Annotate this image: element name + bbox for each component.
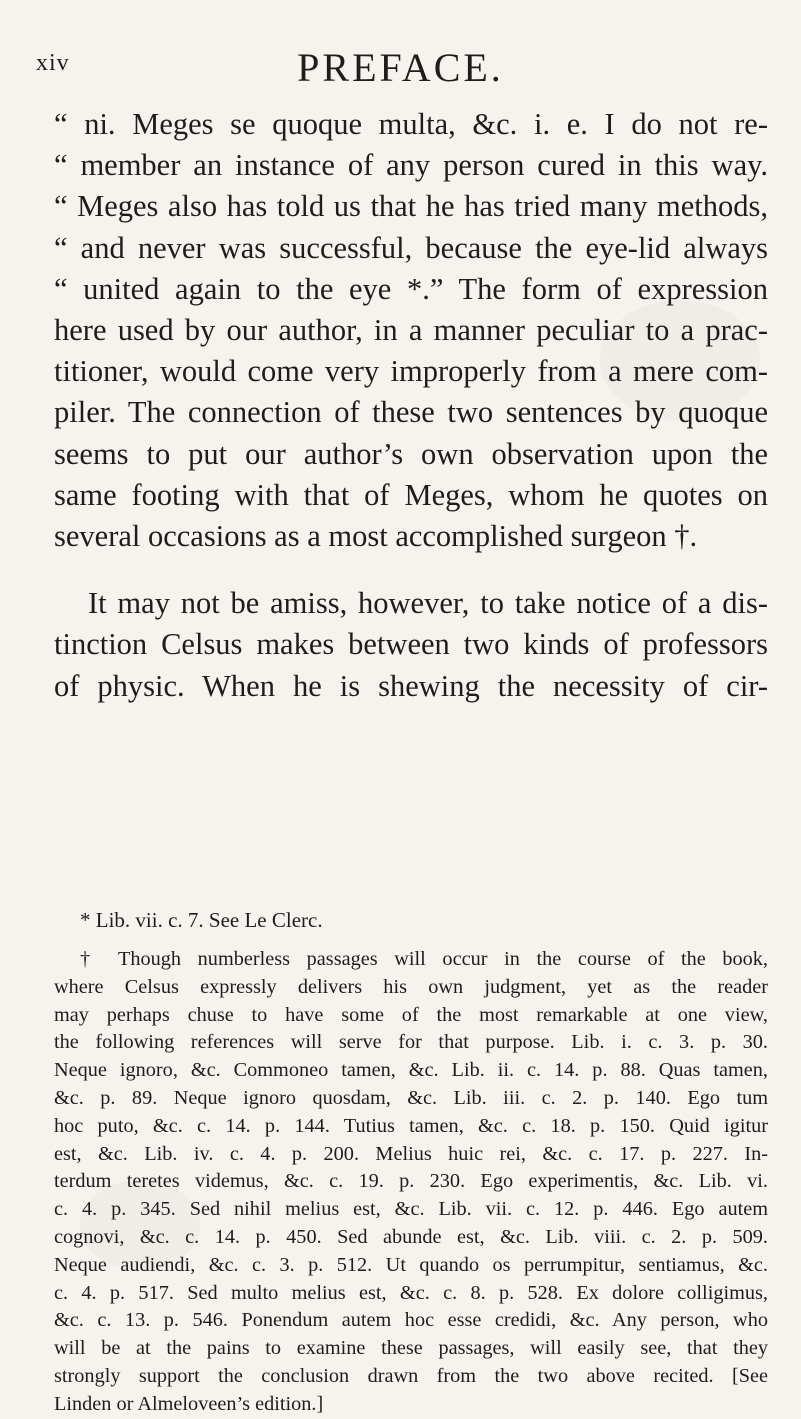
footnote-line: the following references will serve for that purpose. Lib. i. c. 3. p. 30. [54,1031,768,1054]
paragraph-2 [54,583,768,707]
footnote-line: Neque audiendi, &c. c. 3. p. 512. Ut quando os perrumpitur, sentiamus, &c. [54,1253,768,1276]
text-line: “ Meges also has told us that he has tried many methods, [54,189,768,224]
text-line: “ member an instance of any person cured in this way. [54,148,768,183]
text-line: of physic. When he is shewing the necessity of cir- [54,668,768,703]
text-line: It may not be amiss, however, to take notice of a dis- [88,586,768,621]
footnote-line: c. 4. p. 345. Sed nihil melius est, &c. Lib. vii. c. 12. p. 446. Ego autem [54,1198,768,1221]
footnote-line: † Though numberless passages will occur in the course of the book, [80,948,768,970]
footnote-line: strongly support the conclusion drawn from the two above recited. [See [54,1364,768,1387]
text-line: same footing with that of Meges, whom he quotes on [54,477,768,512]
page-header [36,44,765,92]
footnote-line: &c. c. 13. p. 546. Ponendum autem hoc esse credidi, &c. Any person, who [54,1309,768,1332]
footnote-line: est, &c. Lib. iv. c. 4. p. 200. Melius huic rei, &c. c. 17. p. 227. In- [54,1142,768,1165]
page-number: xiv [36,50,70,76]
running-title: PREFACE. [297,45,504,90]
text-line: “ and never was successful, because the eye-lid always [54,230,768,265]
text-line: piler. The connection of these two sentences by quoque [54,395,768,430]
text-line: seems to put our author’s own observation upon the [54,436,768,471]
text-line: here used by our author, in a manner peculiar to a prac- [54,313,768,348]
footnote-line: may perhaps chuse to have some of the most remarkable at one view, [54,1003,768,1026]
footnote-dagger [54,946,768,1419]
text-line: “ united again to the eye *.” The form of expression [54,271,768,306]
footnote-line: &c. p. 89. Neque ignoro quosdam, &c. Lib. iii. c. 2. p. 140. Ego tum [54,1086,768,1109]
text-line: “ ni. Meges se quoque multa, &c. i. e. I do not re- [54,107,768,141]
footnote-line: terdum teretes videmus, &c. c. 19. p. 230. Ego experimentis, &c. Lib. vi. [54,1170,768,1193]
paragraph-1 [54,104,768,557]
footnote-line: cognovi, &c. c. 14. p. 450. Sed abunde est, &c. Lib. viii. c. 2. p. 509. [54,1225,768,1248]
footnote-line: hoc puto, &c. c. 14. p. 144. Tutius tamen, &c. c. 18. p. 150. Quid igitur [54,1114,768,1137]
footnote-line: Linden or Almeloveen’s edition.] [54,1392,324,1415]
text-line: several occasions as a most accomplished surgeon †. [54,519,698,554]
text-line: titioner, would come very improperly from a mere com- [54,354,768,389]
footnote-line: where Celsus expressly delivers his own judgment, yet as the reader [54,975,768,998]
footnote-star: * Lib. vii. c. 7. See Le Clerc. [80,908,323,932]
text-line: tinction Celsus makes between two kinds of professors [54,627,768,662]
footnote-line: will be at the pains to examine these passages, will easily see, that they [54,1337,768,1360]
footnote-line: Neque ignoro, &c. Commoneo tamen, &c. Lib. ii. c. 14. p. 88. Quas tamen, [54,1059,768,1082]
main-text [54,104,768,707]
footnote-line: c. 4. p. 517. Sed multo melius est, &c. c. 8. p. 528. Ex dolore colligimus, [54,1281,768,1304]
footnotes [54,906,768,1419]
